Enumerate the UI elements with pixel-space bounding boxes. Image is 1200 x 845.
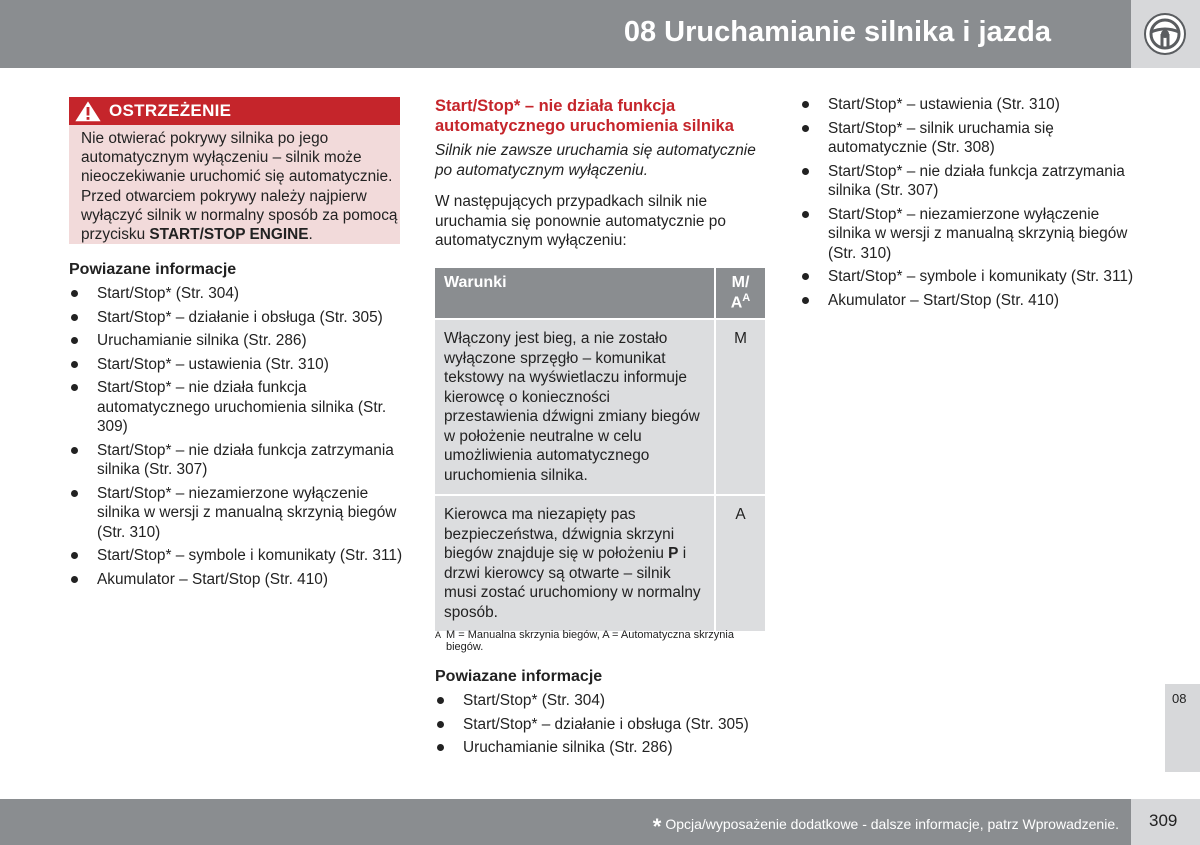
condition-bold: P bbox=[668, 545, 679, 563]
related-list bbox=[800, 95, 1135, 310]
related-link[interactable]: Start/Stop* – działanie i obsługa (Str. 305) bbox=[435, 715, 770, 735]
mode-header-line1: M/ bbox=[731, 274, 750, 291]
related-link[interactable]: Start/Stop* – niezamierzone wyłączenie silnika w wersji z manualną skrzynią biegów (Str. 310) bbox=[69, 484, 404, 543]
warning-title: OSTRZEŻENIE bbox=[109, 101, 232, 120]
condition-cell bbox=[435, 495, 715, 631]
related-link[interactable]: Start/Stop* – nie działa funkcja zatrzymania silnika (Str. 307) bbox=[800, 162, 1135, 201]
related-link[interactable]: Start/Stop* – symbole i komunikaty (Str. 311) bbox=[69, 546, 404, 566]
condition-cell: Włączony jest bieg, a nie zostało wyłączone sprzęgło – komunikat tekstowy na wyświetlaczu informuje kierowcę o konieczności przestawienia dźwigni zmiany biegów w położenie neutralne w celu umożliwienia automatycznego uruchomienia silnika. bbox=[435, 319, 715, 495]
page-number-box bbox=[1131, 799, 1200, 845]
steering-wheel-icon bbox=[1143, 12, 1187, 56]
mode-header-line2: A bbox=[730, 294, 743, 312]
conditions-table bbox=[435, 268, 765, 631]
mode-cell: A bbox=[715, 495, 765, 631]
related-link[interactable]: Uruchamianie silnika (Str. 286) bbox=[435, 738, 770, 758]
footer-note-text: Opcja/wyposażenie dodatkowe - dalsze informacje, patrz Wprowadzenie. bbox=[665, 816, 1119, 832]
related-info-left bbox=[69, 260, 404, 589]
related-info-right bbox=[800, 95, 1135, 310]
warning-text-main: Nie otwierać pokrywy silnika po jego automatycznym wyłączeniu – silnik może nieoczekiwanie uruchomić się automatycznie. Przed otwarciem pokrywy należy najpierw wyłączyć silnik w normalny sposób za pomocą przycisku bbox=[81, 130, 398, 244]
warning-header bbox=[69, 97, 400, 125]
table-row bbox=[435, 495, 765, 631]
page-number: 309 bbox=[1149, 811, 1178, 830]
related-link[interactable]: Start/Stop* – nie działa funkcja zatrzymania silnika (Str. 307) bbox=[69, 441, 404, 480]
chapter-side-tab bbox=[1165, 684, 1200, 772]
asterisk-mark: * bbox=[652, 814, 662, 839]
related-list bbox=[435, 691, 770, 758]
table-row bbox=[435, 319, 765, 495]
related-info-middle bbox=[435, 667, 770, 758]
related-link[interactable]: Start/Stop* – działanie i obsługa (Str. 305) bbox=[69, 308, 404, 328]
column-header-mode bbox=[715, 268, 765, 319]
related-link[interactable]: Akumulator – Start/Stop (Str. 410) bbox=[69, 570, 404, 590]
mode-header-footnote-ref: A bbox=[742, 292, 751, 304]
related-link[interactable]: Start/Stop* – symbole i komunikaty (Str. 311) bbox=[800, 267, 1135, 287]
related-link[interactable]: Start/Stop* – ustawienia (Str. 310) bbox=[800, 95, 1135, 115]
table-header-row bbox=[435, 268, 765, 319]
related-link[interactable]: Start/Stop* – ustawienia (Str. 310) bbox=[69, 355, 404, 375]
related-link[interactable]: Start/Stop* (Str. 304) bbox=[435, 691, 770, 711]
chapter-tab-label: 08 bbox=[1172, 691, 1187, 706]
related-link[interactable]: Uruchamianie silnika (Str. 286) bbox=[69, 331, 404, 351]
related-link[interactable]: Start/Stop* – nie działa funkcja automatycznego uruchomienia silnika (Str. 309) bbox=[69, 378, 404, 437]
footnote-mark: A bbox=[435, 630, 442, 640]
section-subtitle: Silnik nie zawsze uruchamia się automatycznie po automatycznym wyłączeniu. bbox=[435, 142, 756, 179]
warning-triangle-icon bbox=[73, 99, 103, 123]
page-header bbox=[0, 0, 1131, 68]
section-body: W następujących przypadkach silnik nie uruchamia się ponownie automatycznie po automatycznym wyłączeniu: bbox=[435, 193, 726, 249]
condition-text-end: i drzwi kierowcy są otwarte – silnik musi zostać uruchomiony w normalny sposób. bbox=[444, 545, 701, 621]
chapter-title: 08 Uruchamianie silnika i jazda bbox=[623, 16, 1051, 48]
footer-note bbox=[653, 814, 1119, 840]
mode-cell: M bbox=[715, 319, 765, 495]
related-heading: Powiazane informacje bbox=[435, 668, 603, 685]
warning-text bbox=[81, 129, 399, 244]
warning-box bbox=[69, 97, 400, 244]
related-heading: Powiazane informacje bbox=[69, 261, 237, 278]
related-link[interactable]: Start/Stop* – niezamierzone wyłączenie silnika w wersji z manualną skrzynią biegów (Str. 310) bbox=[800, 205, 1135, 264]
table-footnote bbox=[435, 629, 765, 653]
chapter-icon-box bbox=[1131, 0, 1200, 68]
related-link[interactable]: Akumulator – Start/Stop (Str. 410) bbox=[800, 291, 1135, 311]
condition-text: Kierowca ma niezapięty pas bezpieczeństwa, dźwignia skrzyni biegów znajduje się w położeniu bbox=[444, 506, 675, 563]
warning-button-name: START/STOP ENGINE bbox=[149, 226, 309, 244]
warning-text-end: . bbox=[308, 226, 313, 244]
page-footer bbox=[0, 799, 1131, 845]
column-header-conditions: Warunki bbox=[435, 268, 715, 319]
related-link[interactable]: Start/Stop* – silnik uruchamia się automatycznie (Str. 308) bbox=[800, 119, 1135, 158]
footnote-text: M = Manualna skrzynia biegów, A = Automatyczna skrzynia biegów. bbox=[446, 629, 734, 653]
related-list bbox=[69, 284, 404, 589]
section-title: Start/Stop* – nie działa funkcja automatycznego uruchomienia silnika bbox=[435, 97, 734, 135]
related-link[interactable]: Start/Stop* (Str. 304) bbox=[69, 284, 404, 304]
